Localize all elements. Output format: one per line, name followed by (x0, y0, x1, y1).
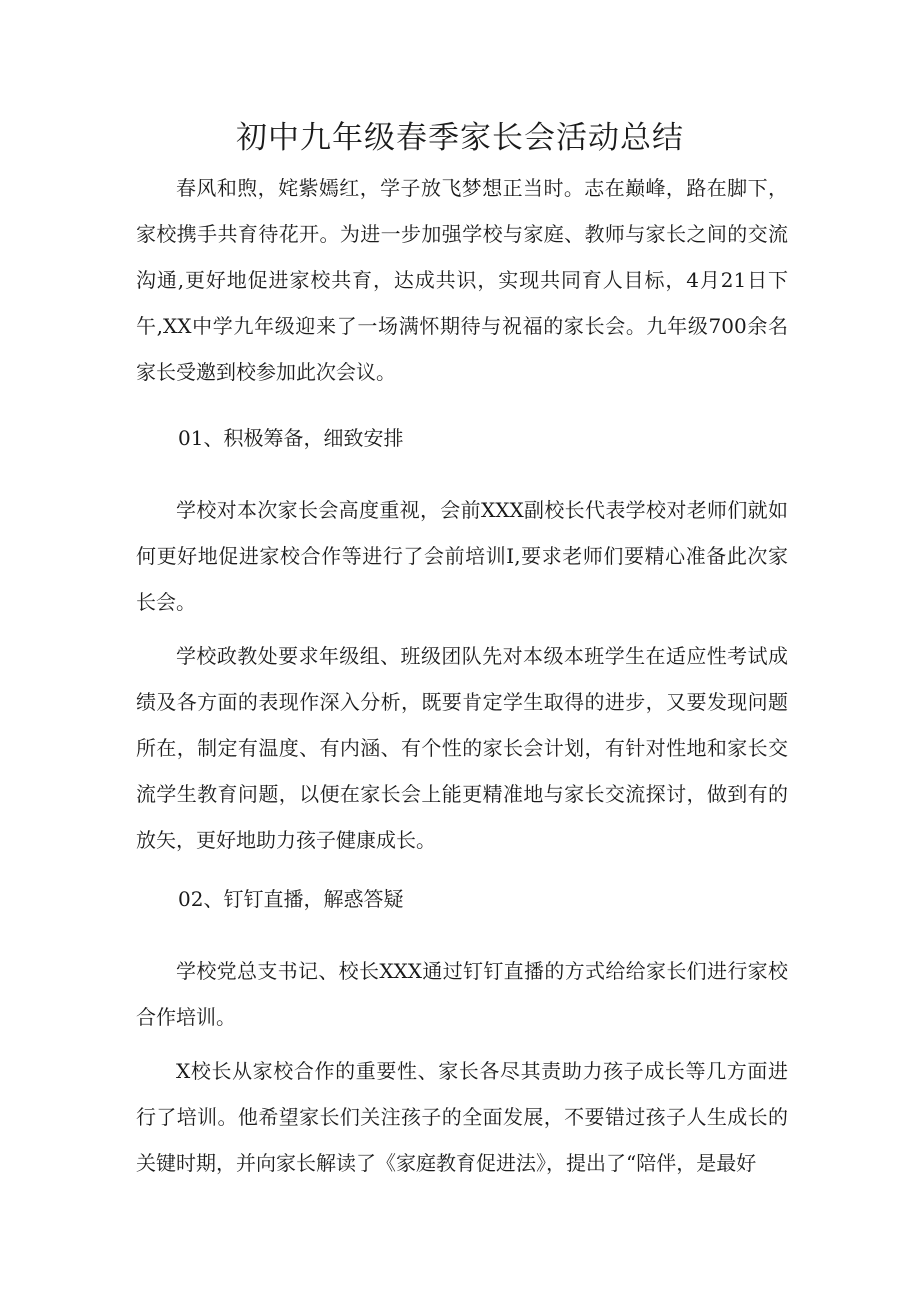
document-title: 初中九年级春季家长会活动总结 (236, 120, 684, 156)
paragraph-analysis: 学校政教处要求年级组、班级团队先对本级本班学生在适应性考试成绩及各方面的表现作深入分析，既要肯定学生取得的进步，又要发现问题所在，制定有温度、有内涵、有个性的家长会计划，有针对性地和家长交流学生教育问题，以便在家长会上能更精准地与家长交流探讨，做到有的放矢，更好地助力孩子健康成长。 (136, 644, 788, 852)
paragraph-preparation: 学校对本次家长会高度重视，会前XXX副校长代表学校对老师们就如何更好地促进家校合作等进行了会前培训I,要求老师们要精心准备此次家长会。 (136, 498, 788, 614)
paragraph-intro: 春风和煦，姹紫嫣红，学子放飞梦想正当时。志在巅峰，路在脚下，家校携手共育待花开。为进一步加强学校与家庭、教师与家长之间的交流沟通,更好地促进家校共育，达成共识，实现共同育人目标，4月21日下午,XX中学九年级迎来了一场满怀期待与祝福的家长会。九年级700余名家长受邀到校参加此次会议。 (136, 176, 788, 384)
paragraph-livestream: 学校党总支书记、校长XXX通过钉钉直播的方式给给家长们进行家校合作培训。 (136, 959, 788, 1029)
section-heading-01: 01、积极筹备，细致安排 (178, 426, 404, 450)
section-heading-02: 02、钉钉直播，解惑答疑 (178, 887, 404, 911)
paragraph-training: X校长从家校合作的重要性、家长各尽其责助力孩子成长等几方面进行了培训。他希望家长们关注孩子的全面发展，不要错过孩子人生成长的关键时期，并向家长解读了《家庭教育促进法》，提出了“陪伴，是最好 (136, 1059, 788, 1175)
